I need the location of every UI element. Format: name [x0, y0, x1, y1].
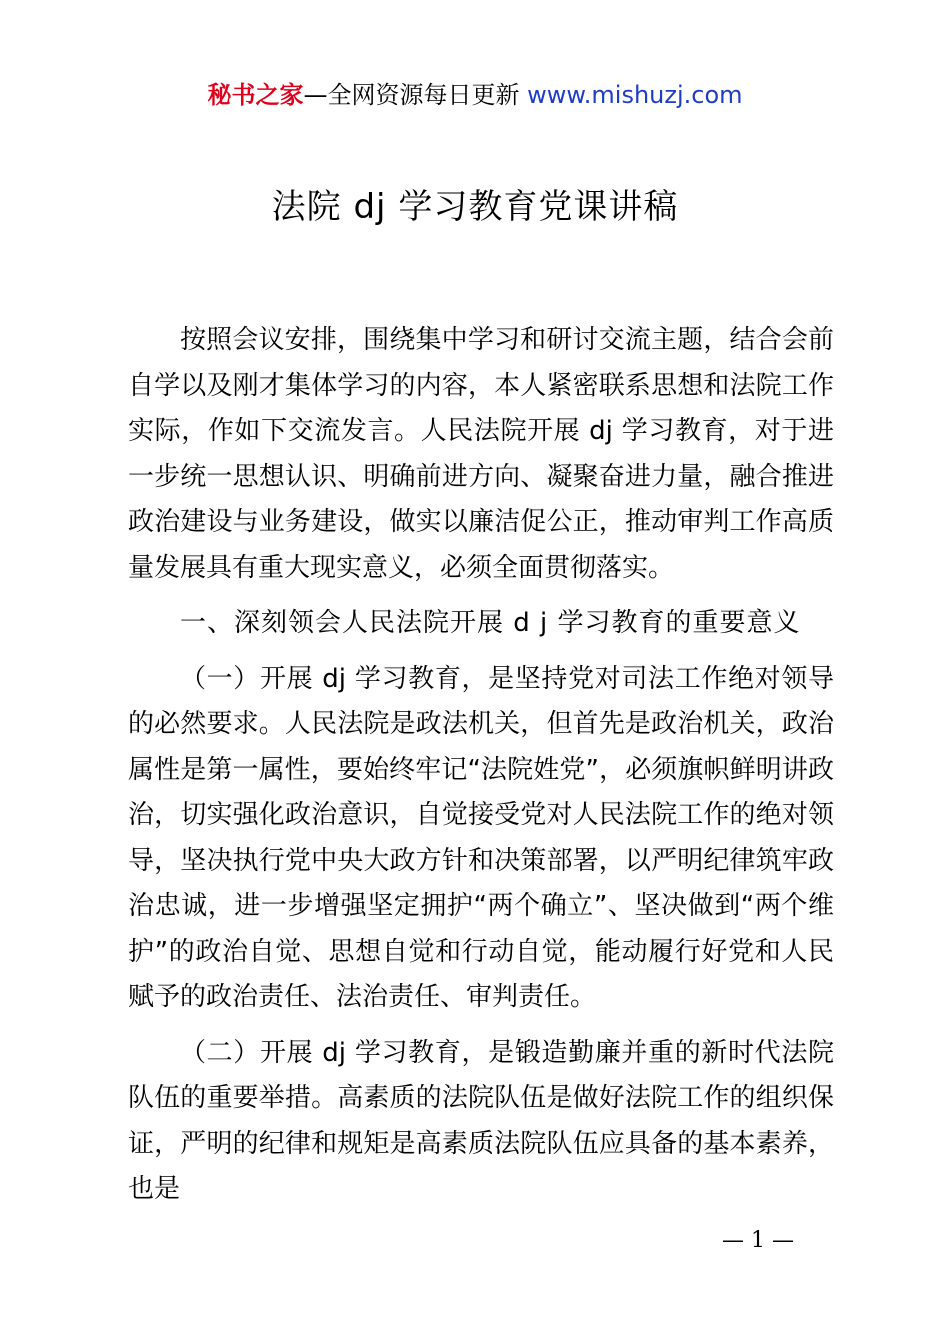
site-header	[0, 78, 950, 112]
section-heading-1: 一、深刻领会人民法院开展 d j 学习教育的重要意义	[180, 608, 801, 638]
document-body	[128, 318, 834, 1213]
site-url-link[interactable]: www.mishuzj.com	[527, 81, 743, 109]
body-paragraph-1: （一）开展 dj 学习教育，是坚持党对司法工作绝对领导的必然要求。人民法院是政法机关，但首先是政治机关，政治属性是第一属性，要始终牢记“法院姓党”，必须旗帜鲜明讲政治，切实强化政治意识，自觉接受党对人民法院工作的绝对领导，坚决执行党中央大政方针和决策部署，以严明纪律筑牢政治忠诚，进一步增强坚定拥护“两个确立”、坚决做到“两个维护”的政治自觉、思想自觉和行动自觉，能动履行好党和人民赋予的政治责任、法治责任、审判责任。	[128, 663, 834, 1012]
body-paragraph-2: （二）开展 dj 学习教育，是锻造勤廉并重的新时代法院队伍的重要举措。高素质的法院队伍是做好法院工作的组织保证，严明的纪律和规矩是高素质法院队伍应具备的基本素养，也是	[128, 1037, 834, 1204]
page-number: — 1 —	[722, 1228, 794, 1253]
site-tagline: —全网资源每日更新	[303, 81, 528, 109]
site-brand: 秘书之家	[207, 81, 304, 109]
document-title: 法院 dj 学习教育党课讲稿	[271, 187, 679, 227]
intro-paragraph: 按照会议安排，围绕集中学习和研讨交流主题，结合会前自学以及刚才集体学习的内容，本人紧密联系思想和法院工作实际，作如下交流发言。人民法院开展 dj 学习教育，对于进一步统一思想认识、明确前进方向、凝聚奋进力量，融合推进政治建设与业务建设，做实以廉洁促公正，推动审判工作高质量发展具有重大现实意义，必须全面贯彻落实。	[128, 325, 834, 583]
